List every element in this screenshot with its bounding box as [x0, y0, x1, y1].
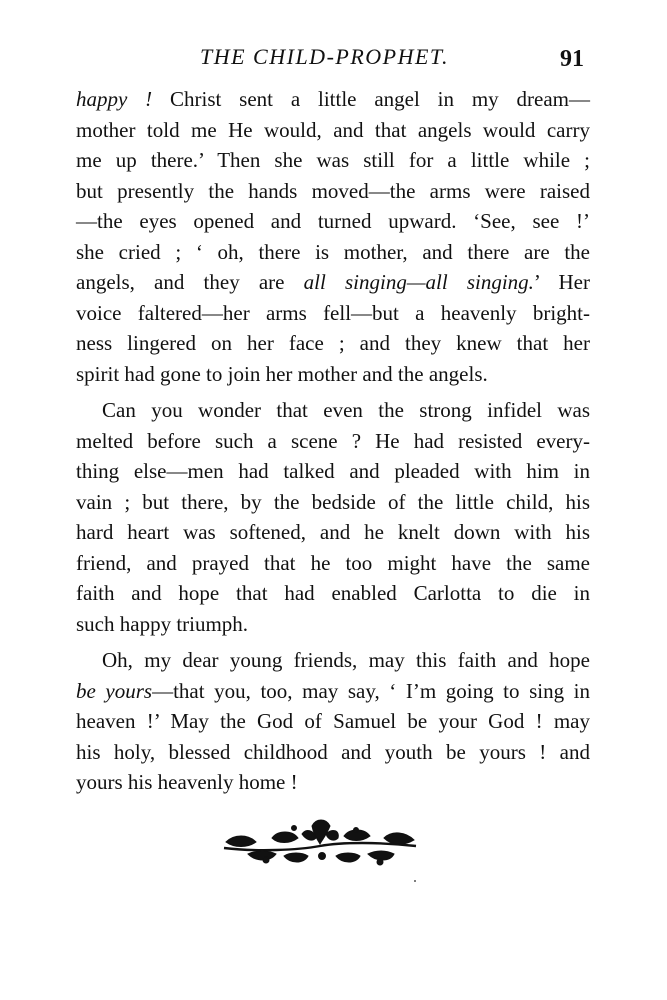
- paragraph: [76, 395, 590, 639]
- text-line: [76, 706, 590, 737]
- text-run: she cried ; ‘ oh, there is mother, and there are the: [76, 239, 590, 264]
- text-line: [76, 115, 590, 146]
- italic-text: happy !: [76, 87, 153, 111]
- text-run: hard heart was softened, and he knelt down with his: [76, 520, 590, 544]
- body-text: [76, 84, 590, 798]
- text-run: friend, and prayed that he too might have the same: [76, 550, 590, 575]
- text-run: such happy triumph.: [76, 611, 249, 636]
- paragraph: [76, 84, 590, 389]
- text-line: [76, 145, 590, 176]
- text-line: [76, 328, 590, 359]
- text-line: [76, 426, 590, 457]
- text-line: [76, 298, 590, 329]
- page-number: 91: [560, 46, 584, 72]
- text-run: ’ Her: [533, 270, 590, 294]
- text-run: yours his heavenly home !: [76, 770, 298, 794]
- text-run: faith and hope that had enabled Carlotta to die in: [76, 581, 590, 605]
- text-line: [76, 609, 590, 640]
- ink-speck: [414, 880, 416, 882]
- text-run: Christ sent a little angel in my dream—: [152, 87, 590, 111]
- text-run: spirit had gone to join her mother and the angels.: [76, 361, 488, 386]
- text-line: [76, 578, 590, 609]
- text-line: [76, 645, 590, 676]
- text-line: [76, 206, 590, 237]
- italic-text: all singing—all singing.: [303, 270, 534, 294]
- running-title: THE CHILD-PROPHET.: [200, 44, 450, 69]
- text-run: me up there.’ Then she was still for a little while ;: [76, 148, 590, 172]
- text-line: [76, 548, 590, 579]
- text-run: but presently the hands moved—the arms were raised: [76, 178, 590, 203]
- floral-vine-ornament-icon: [218, 816, 422, 872]
- text-run: Oh, my dear young friends, may this faith and hope: [102, 648, 590, 672]
- italic-text: be yours: [76, 678, 153, 703]
- text-line: [76, 395, 590, 426]
- text-run: voice faltered—her arms fell—but a heavenly bright-: [76, 300, 590, 325]
- text-run: heaven !’ May the God of Samuel be your God ! may: [76, 709, 590, 733]
- text-line: [76, 456, 590, 487]
- text-line: [76, 767, 590, 798]
- paragraph: [76, 645, 590, 798]
- text-line: [76, 517, 590, 548]
- text-run: angels, and they are: [76, 270, 304, 294]
- text-line: [76, 737, 590, 768]
- text-run: Can you wonder that even the strong infidel was: [102, 398, 590, 422]
- text-line: [76, 176, 590, 207]
- text-run: vain ; but there, by the bedside of the little child, his: [76, 489, 590, 514]
- text-line: [76, 676, 590, 707]
- text-line: [76, 359, 590, 390]
- text-run: thing else—men had talked and pleaded with him in: [76, 459, 590, 483]
- text-run: his holy, blessed childhood and youth be yours ! and: [76, 739, 590, 764]
- text-line: [76, 487, 590, 518]
- text-run: —the eyes opened and turned upward. ‘See, see !’: [76, 209, 590, 233]
- text-run: melted before such a scene ? He had resisted every-: [76, 428, 590, 453]
- text-line: [76, 267, 590, 298]
- text-line: [76, 237, 590, 268]
- text-line: [76, 84, 590, 115]
- text-run: mother told me He would, and that angels would carry: [76, 117, 590, 142]
- text-run: —that you, too, may say, ‘ I’m going to sing in: [152, 678, 590, 703]
- text-run: ness lingered on her face ; and they knew that her: [76, 331, 590, 355]
